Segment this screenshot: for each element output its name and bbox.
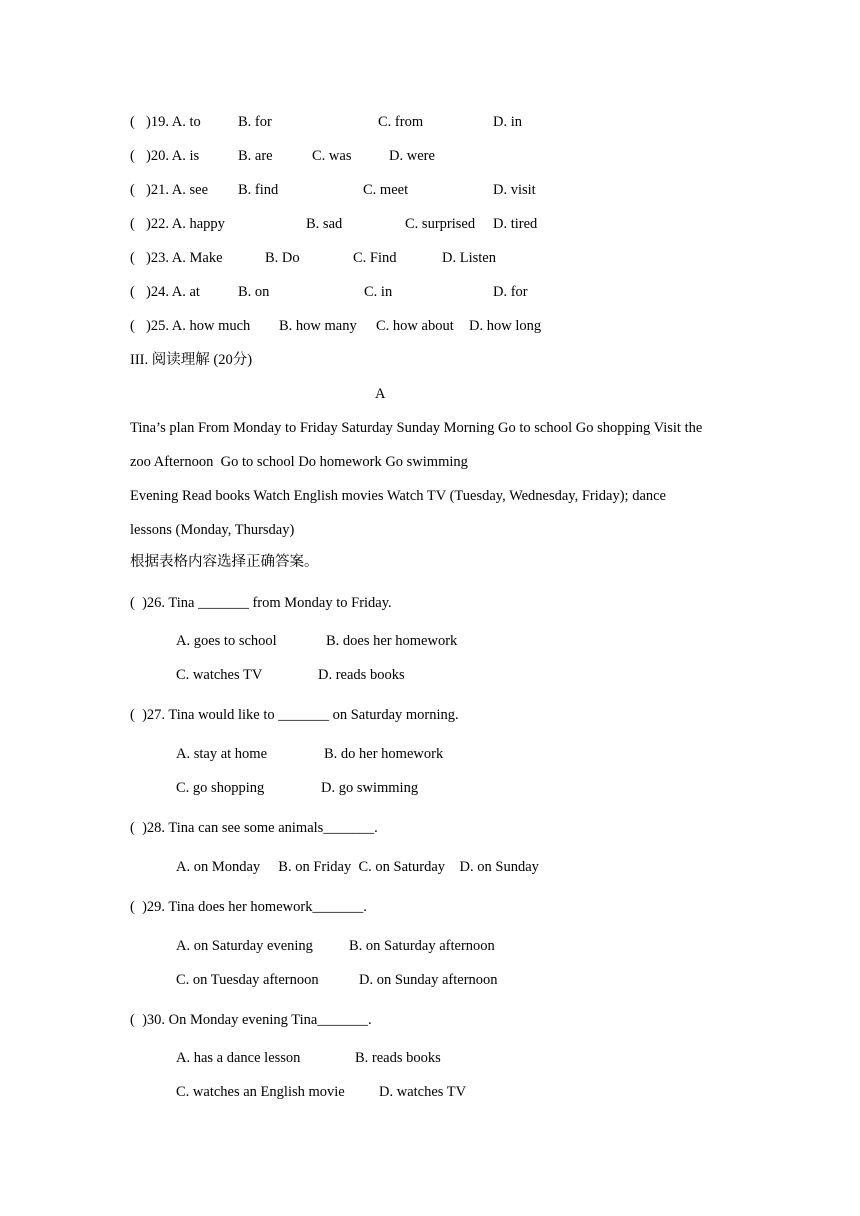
q29-option-c: C. on Tuesday afternoon <box>176 972 319 988</box>
question-27 <box>130 706 459 724</box>
q27-option-a: A. stay at home <box>176 746 268 762</box>
q26-stem-end: from Monday to Friday. <box>248 595 392 611</box>
mc-19-b: B. for <box>238 114 272 130</box>
mc-22-c: C. surprised <box>405 216 476 232</box>
mc-21-d: D. visit <box>493 182 536 198</box>
mc-25-paren: ( <box>130 318 135 334</box>
instruction: 根据表格内容选择正确答案。 <box>130 554 319 570</box>
mc-20-d: D. were <box>389 148 435 164</box>
mc-19-paren: ( <box>130 114 135 130</box>
q30-option-c: C. watches an English movie <box>176 1084 345 1100</box>
mc-19-a: )19. A. to <box>146 114 201 130</box>
mc-22-d: D. tired <box>493 216 538 232</box>
question-26 <box>130 594 392 612</box>
mc-25-d: D. how long <box>469 318 542 334</box>
table-text-line-3: Evening Read books Watch English movies Watch TV (Tuesday, Wednesday, Friday); dance <box>130 488 666 504</box>
q27-option-b: B. do her homework <box>324 746 444 762</box>
mc-24-c: C. in <box>364 284 393 300</box>
q26-option-c: C. watches TV <box>176 667 263 683</box>
mc-25-a: )25. A. how much <box>146 318 251 334</box>
q30-option-d: D. watches TV <box>379 1084 467 1100</box>
mc-25-b: B. how many <box>279 318 357 334</box>
mc-21-c: C. meet <box>363 182 409 198</box>
q28-options: A. on Monday B. on Friday C. on Saturday D. on Sunday <box>176 859 539 875</box>
mc-22-b: B. sad <box>306 216 343 232</box>
mc-20-a: )20. A. is <box>146 148 200 164</box>
passage-label: A <box>375 386 386 402</box>
q26-option-d: D. reads books <box>318 667 405 683</box>
q29-option-a: A. on Saturday evening <box>176 938 313 954</box>
mc-24-a: )24. A. at <box>146 284 200 300</box>
mc-20-c: C. was <box>312 148 352 164</box>
table-text-line-2: zoo Afternoon Go to school Do homework Go swimming <box>130 454 468 470</box>
table-text-line-1: Tina’s plan From Monday to Friday Saturday Sunday Morning Go to school Go shopping Visit the <box>130 420 703 436</box>
table-text-line-4: lessons (Monday, Thursday) <box>130 522 295 538</box>
mc-19-d: D. in <box>493 114 522 130</box>
q29-option-b: B. on Saturday afternoon <box>349 938 495 954</box>
q30-stem: ( )30. On Monday evening Tina <box>130 1012 318 1028</box>
mc-21-paren: ( <box>130 182 135 198</box>
q29-stem: ( )29. Tina does her homework <box>130 899 313 915</box>
mc-23-paren: ( <box>130 250 135 266</box>
q26-option-a: A. goes to school <box>176 633 277 649</box>
q27-stem: ( )27. Tina would like to <box>130 707 279 723</box>
q26-option-b: B. does her homework <box>326 633 458 649</box>
mc-20-b: B. are <box>238 148 273 164</box>
q29-option-d: D. on Sunday afternoon <box>359 972 498 988</box>
mc-23-c: C. Find <box>353 250 397 266</box>
q29-blank: _______ <box>312 899 364 915</box>
q30-option-b: B. reads books <box>355 1050 441 1066</box>
q27-stem-end: on Saturday morning. <box>328 707 459 723</box>
question-30 <box>130 1011 372 1029</box>
q28-blank: _______ <box>323 820 375 836</box>
question-29 <box>130 898 367 916</box>
mc-22-paren: ( <box>130 216 135 232</box>
section-heading: III. 阅读理解 (20分) <box>130 352 253 368</box>
q27-option-d: D. go swimming <box>321 780 419 796</box>
mc-23-d: D. Listen <box>442 250 496 266</box>
q30-option-a: A. has a dance lesson <box>176 1050 301 1066</box>
q30-stem-end: . <box>368 1012 372 1028</box>
mc-22-a: )22. A. happy <box>146 216 225 232</box>
mc-21-a: )21. A. see <box>146 182 209 198</box>
question-28 <box>130 819 378 837</box>
q26-stem: ( )26. Tina <box>130 595 199 611</box>
q26-blank: _______ <box>198 595 249 611</box>
mc-23-a: )23. A. Make <box>146 250 223 266</box>
q27-blank: _______ <box>278 707 329 723</box>
q28-stem: ( )28. Tina can see some animals <box>130 820 324 836</box>
mc-24-paren: ( <box>130 284 135 300</box>
mc-24-b: B. on <box>238 284 270 300</box>
q30-blank: _______ <box>317 1012 369 1028</box>
mc-23-b: B. Do <box>265 250 300 266</box>
mc-24-d: D. for <box>493 284 528 300</box>
mc-20-paren: ( <box>130 148 135 164</box>
q29-stem-end: . <box>363 899 367 915</box>
q28-stem-end: . <box>374 820 378 836</box>
mc-25-c: C. how about <box>376 318 454 334</box>
q27-option-c: C. go shopping <box>176 780 265 796</box>
mc-19-c: C. from <box>378 114 424 130</box>
mc-21-b: B. find <box>238 182 279 198</box>
